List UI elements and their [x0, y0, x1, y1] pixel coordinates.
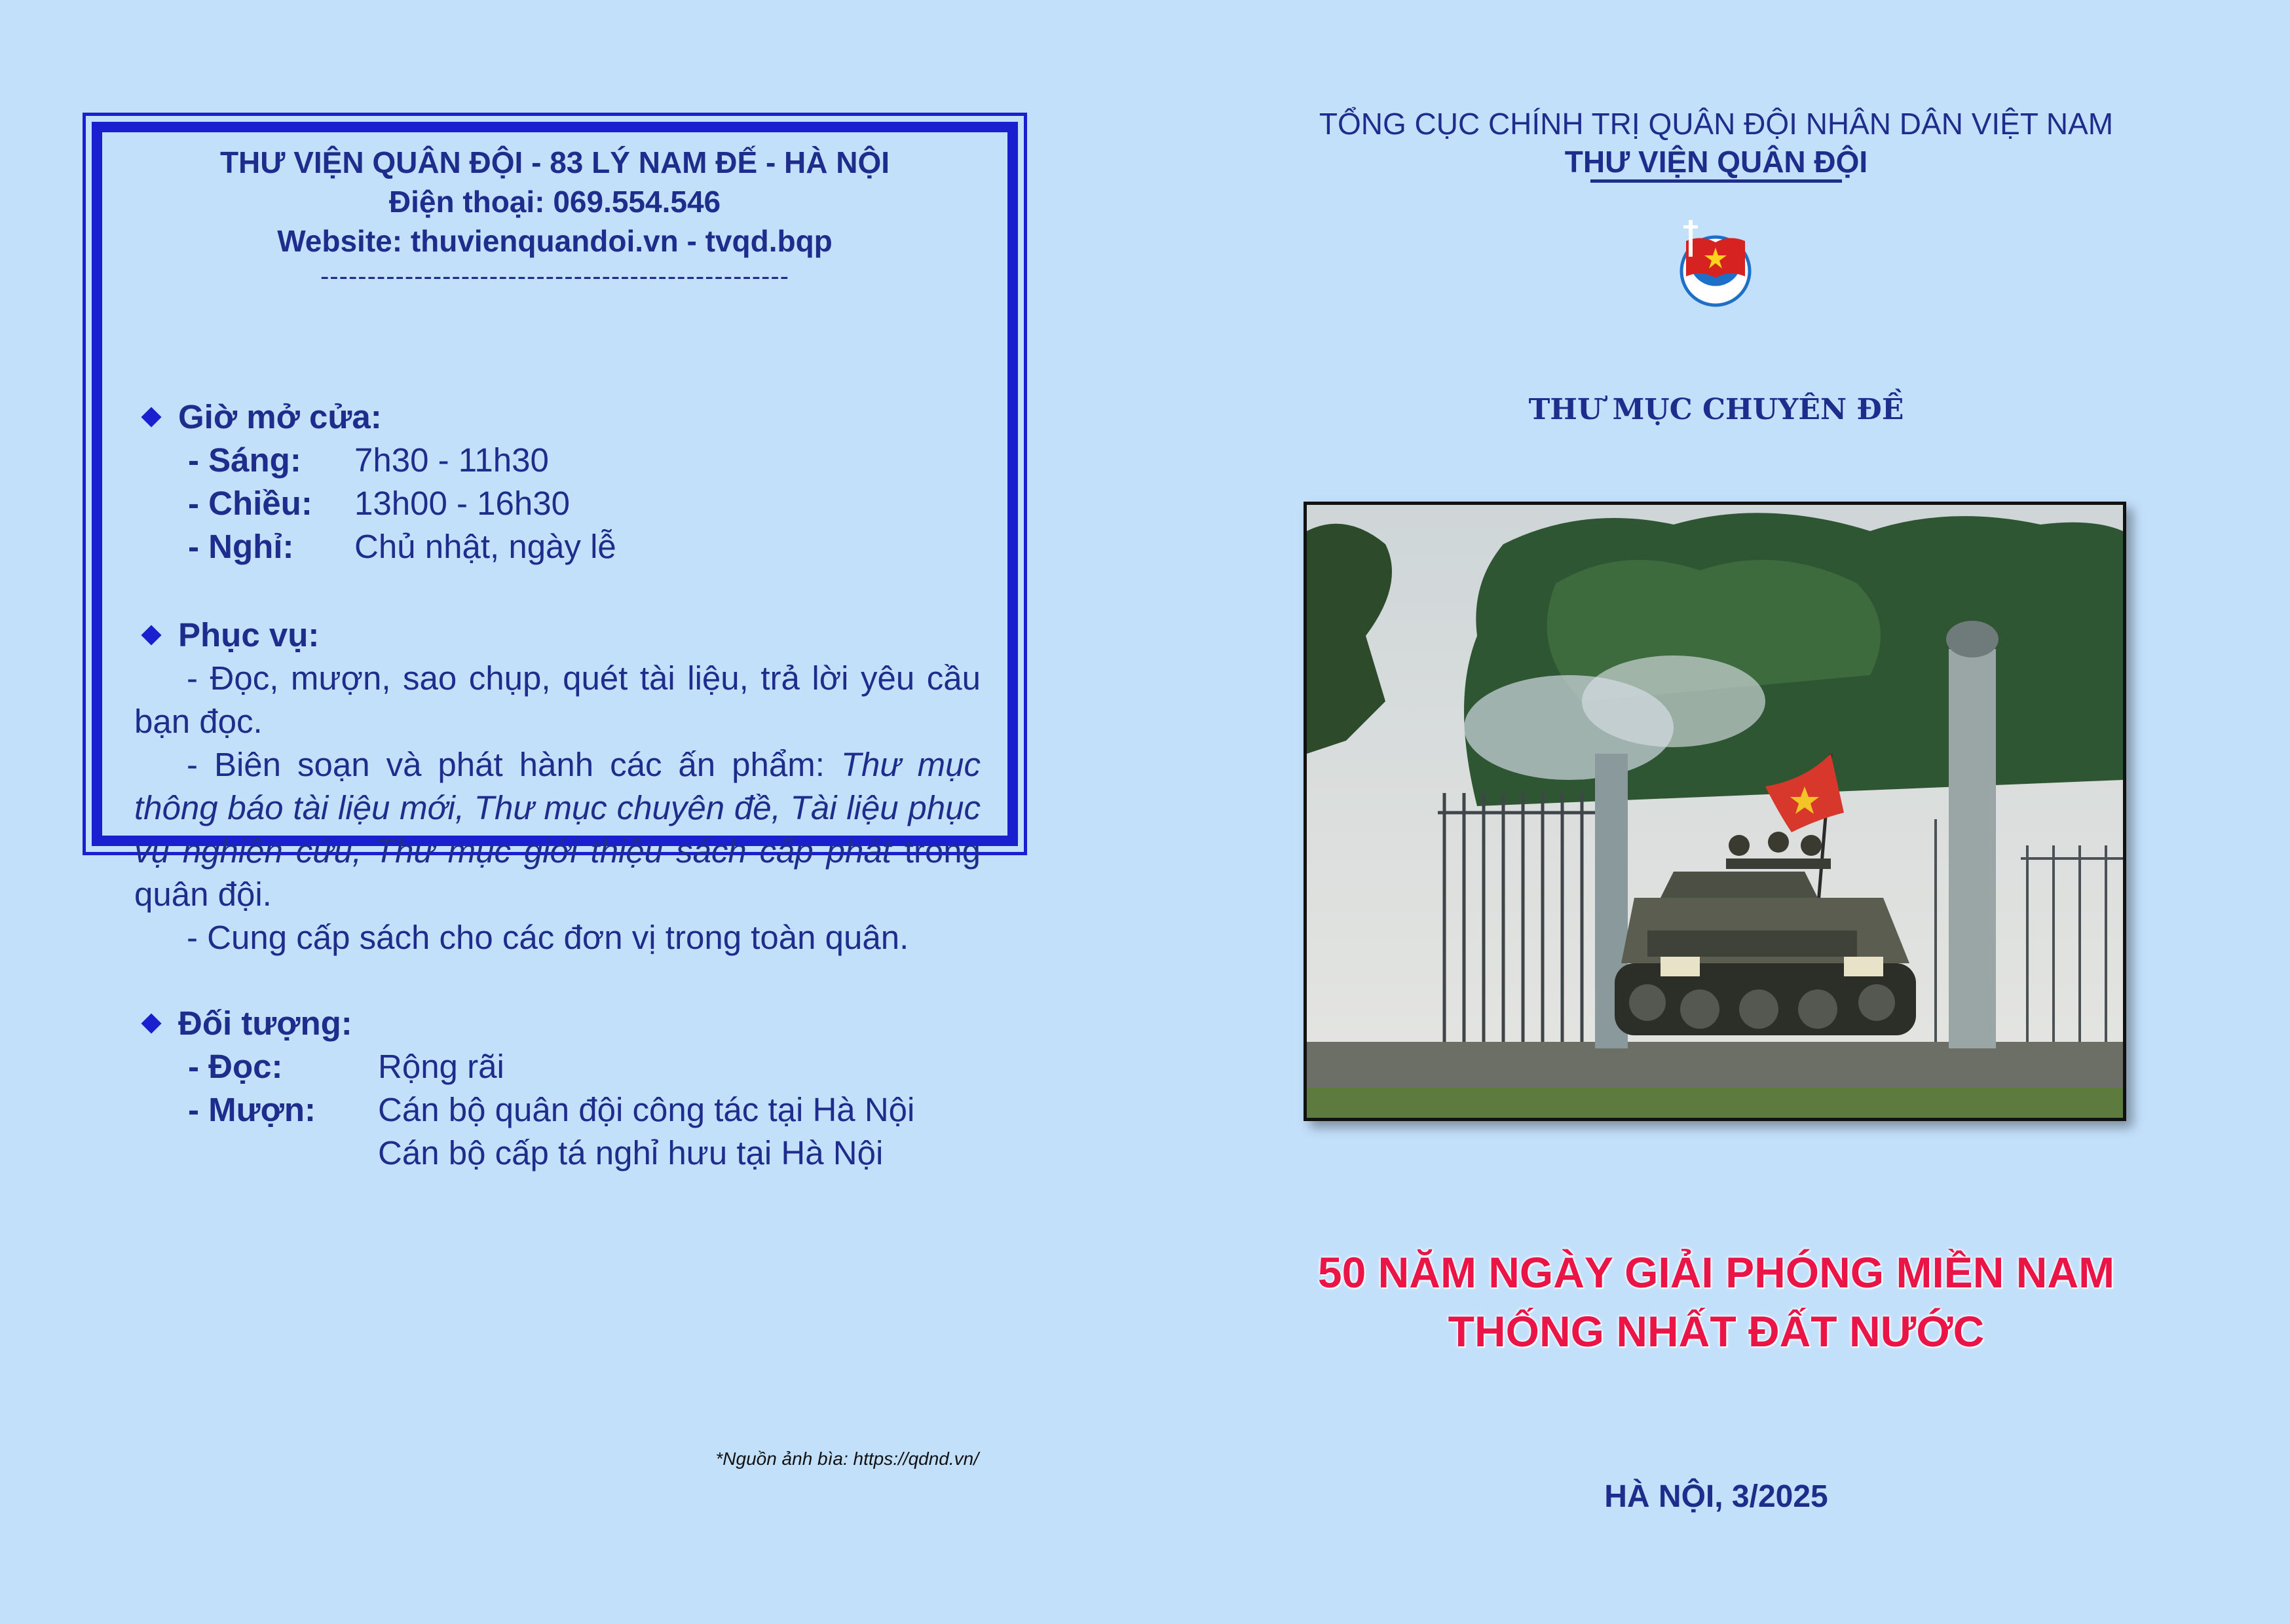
- place-and-date: HÀ NỘI, 3/2025: [1604, 1479, 1828, 1514]
- tank-at-palace-gate-image: [1307, 505, 2123, 1118]
- title-line-2: THỐNG NHẤT ĐẤT NƯỚC: [1448, 1307, 1985, 1356]
- audience-row-borrow-2: Cán bộ cấp tá nghỉ hưu tại Hà Nội: [378, 1134, 884, 1172]
- library-name: THƯ VIỆN QUÂN ĐỘI: [1564, 145, 1868, 179]
- library-address: THƯ VIỆN QUÂN ĐỘI - 83 LÝ NAM ĐẾ - HÀ NỘI: [219, 145, 890, 179]
- hours-row-morning: - Sáng: 7h30 - 11h30: [188, 441, 549, 479]
- organization-name: TỔNG CỤC CHÍNH TRỊ QUÂN ĐỘI NHÂN DÂN VIỆT NAM: [1319, 107, 2114, 141]
- audience-row-read: - Đọc: Rộng rãi: [188, 1048, 504, 1085]
- audience-row-borrow: - Mượn: Cán bộ quân đội công tác tại Hà Nội: [188, 1091, 915, 1128]
- services-section-title: Phục vụ:: [139, 614, 319, 657]
- library-name-underline: [1590, 179, 1842, 183]
- title-line-1: 50 NĂM NGÀY GIẢI PHÓNG MIỀN NAM: [1317, 1248, 2115, 1297]
- service-item-supply: - Cung cấp sách cho các đơn vị trong toàn quân.: [187, 919, 909, 956]
- front-cover-header: [1245, 105, 2188, 181]
- opening-hours-section: [139, 396, 616, 568]
- library-phone: Điện thoại: 069.554.546: [388, 185, 721, 219]
- library-logo-icon: [1674, 216, 1757, 308]
- subject-heading: THƯ MỤC CHUYÊN ĐỀ: [1528, 393, 1904, 426]
- diamond-bullet-icon: [141, 625, 161, 645]
- logo-text: TVQĐ: [1700, 289, 1731, 300]
- audience-title: Đối tượng:: [139, 1002, 914, 1045]
- service-item-publications: - Biên soạn và phát hành các ấn phẩm: Thư mục thông báo tài liệu mới, Thư mục chuyên đề, Tài liệu phục vụ nghiên cứu, Thư mục giới thiệu sách cấp phát trong quân đội.: [134, 746, 981, 913]
- hours-row-closed: - Nghỉ: Chủ nhật, ngày lễ: [188, 528, 616, 565]
- header-separator: --------------------------------------------------: [320, 262, 789, 291]
- service-item-reading: - Đọc, mượn, sao chụp, quét tài liệu, trả lời yêu cầu bạn đọc.: [134, 659, 981, 740]
- library-website: Website: thuvienquandoi.vn - tvqd.bqp: [277, 224, 833, 258]
- services-list: [134, 657, 981, 959]
- library-contact-header: [131, 143, 979, 261]
- cover-photo: [1304, 502, 2126, 1121]
- bibliography-title: [1245, 1243, 2188, 1361]
- opening-hours-title: Giờ mở cửa:: [139, 396, 616, 439]
- diamond-bullet-icon: [141, 407, 161, 427]
- audience-section: [139, 1002, 914, 1175]
- hours-row-afternoon: - Chiều: 13h00 - 16h30: [188, 485, 570, 522]
- diamond-bullet-icon: [141, 1013, 161, 1033]
- image-source-note: *Nguồn ảnh bìa: https://qdnd.vn/: [715, 1449, 979, 1469]
